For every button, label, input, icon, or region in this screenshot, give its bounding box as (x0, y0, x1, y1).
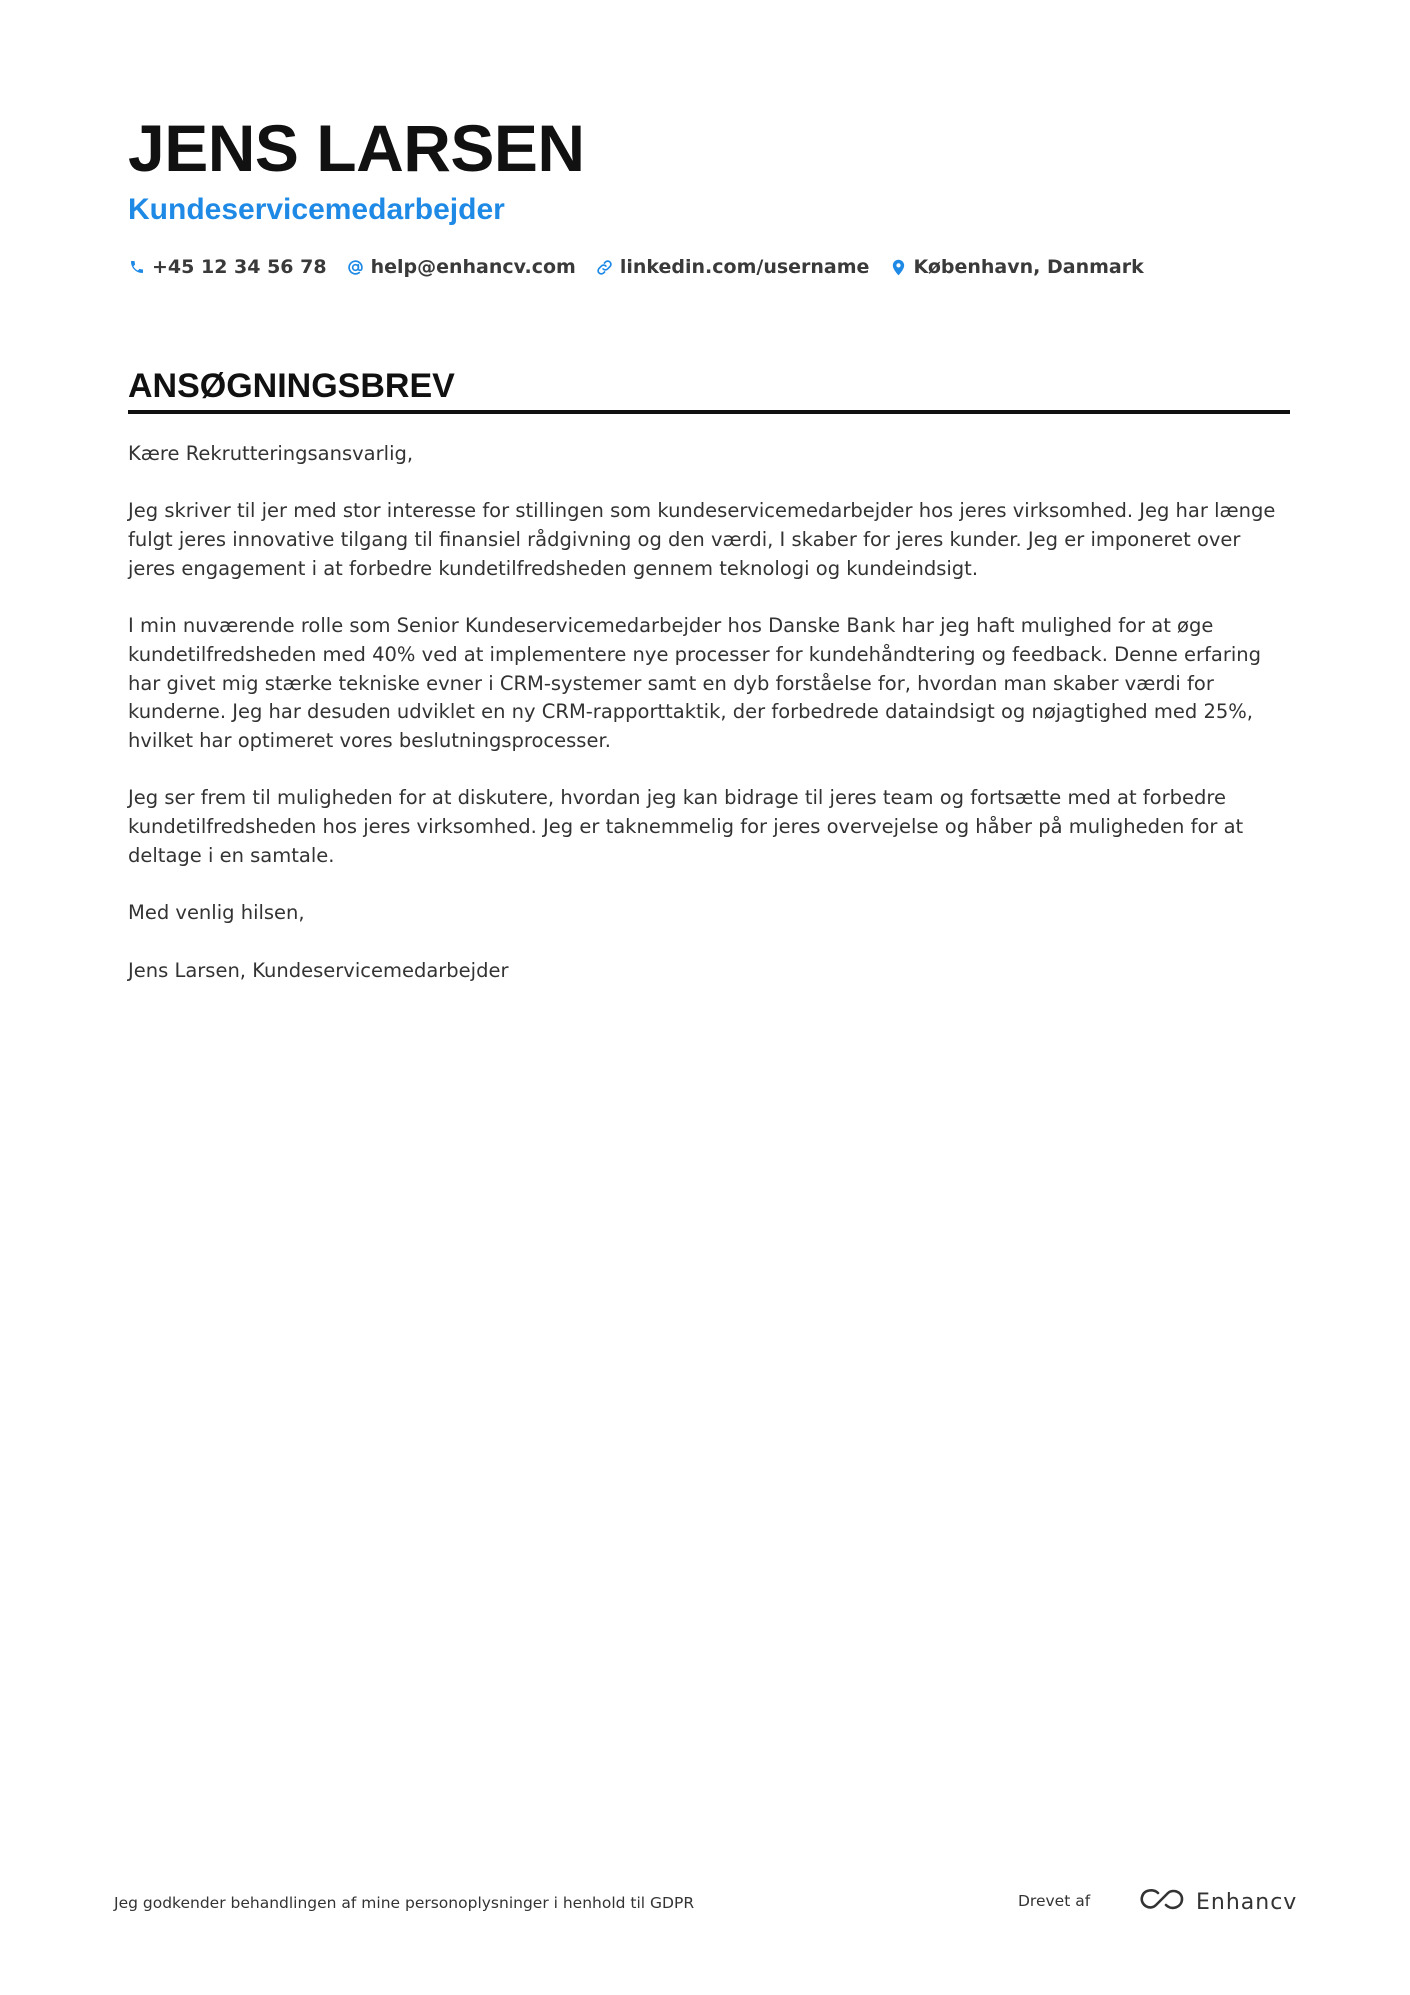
gdpr-consent-text: Jeg godkender behandlingen af mine personoplysninger i henhold til GDPR (114, 1894, 695, 1912)
enhancv-logo-icon (1138, 1887, 1186, 1917)
phone-icon (128, 258, 146, 276)
letter-paragraph: I min nuværende rolle som Senior Kundeservicemedarbejder hos Danske Bank har jeg haft mulighed for at øge kundetilfredsheden med 40% ved at implementere nye processer for kundehåndtering og feedback. Denne erfaring har givet mig stærke tekniske evner i CRM-systemer samt en dyb forståelse for, hvordan man skaber værdi for kunderne. Jeg har desuden udviklet en ny CRM-rapporttaktik, der forbedrede dataindsigt og nøjagtighed med 25%, hvilket har optimeret vores beslutningsprocesser. (128, 614, 1262, 752)
contact-location-text: København, Danmark (913, 256, 1144, 278)
section-title: ANSØGNINGSBREV (128, 367, 455, 405)
powered-by-label: Drevet af (1018, 1892, 1091, 1910)
contact-bar (128, 252, 1164, 282)
letter-paragraph: Jeg ser frem til muligheden for at diskutere, hvordan jeg kan bidrage til jeres team og fortsætte med at forbedre kundetilfredsheden hos jeres virksomhed. Jeg er taknemmelig for jeres overvejelse og håber på muligheden for at deltage i en samtale. (128, 786, 1244, 867)
enhancv-logo[interactable] (1138, 1882, 1297, 1922)
letter-closing: Med venlig hilsen, (128, 901, 305, 925)
letter-body (128, 440, 1290, 1014)
applicant-job-title: Kundeservicemedarbejder (128, 193, 505, 226)
contact-phone (128, 256, 327, 278)
contact-linkedin-text: linkedin.com/username (619, 256, 870, 278)
contact-email (347, 256, 576, 278)
contact-linkedin (596, 256, 870, 278)
contact-phone-text: +45 12 34 56 78 (152, 256, 327, 278)
letter-paragraph: Jeg skriver til jer med stor interesse for stillingen som kundeservicemedarbejder hos jeres virksomhed. Jeg har længe fulgt jeres innovative tilgang til finansiel rådgivning og den værdi, I skaber for jeres kunder. Jeg er imponeret over jeres engagement i at forbedre kundetilfredsheden gennem teknologi og kundeindsigt. (128, 499, 1276, 580)
section-divider (128, 410, 1290, 414)
location-pin-icon (889, 258, 907, 276)
enhancv-brand-text: Enhancv (1196, 1889, 1298, 1915)
contact-location (889, 256, 1143, 278)
applicant-name: JENS LARSEN (128, 111, 585, 185)
letter-signature: Jens Larsen, Kundeservicemedarbejder (128, 958, 509, 982)
at-icon (347, 258, 365, 276)
contact-email-text: help@enhancv.com (370, 256, 576, 278)
link-icon (596, 258, 614, 276)
letter-greeting: Kære Rekrutteringsansvarlig, (128, 442, 414, 465)
